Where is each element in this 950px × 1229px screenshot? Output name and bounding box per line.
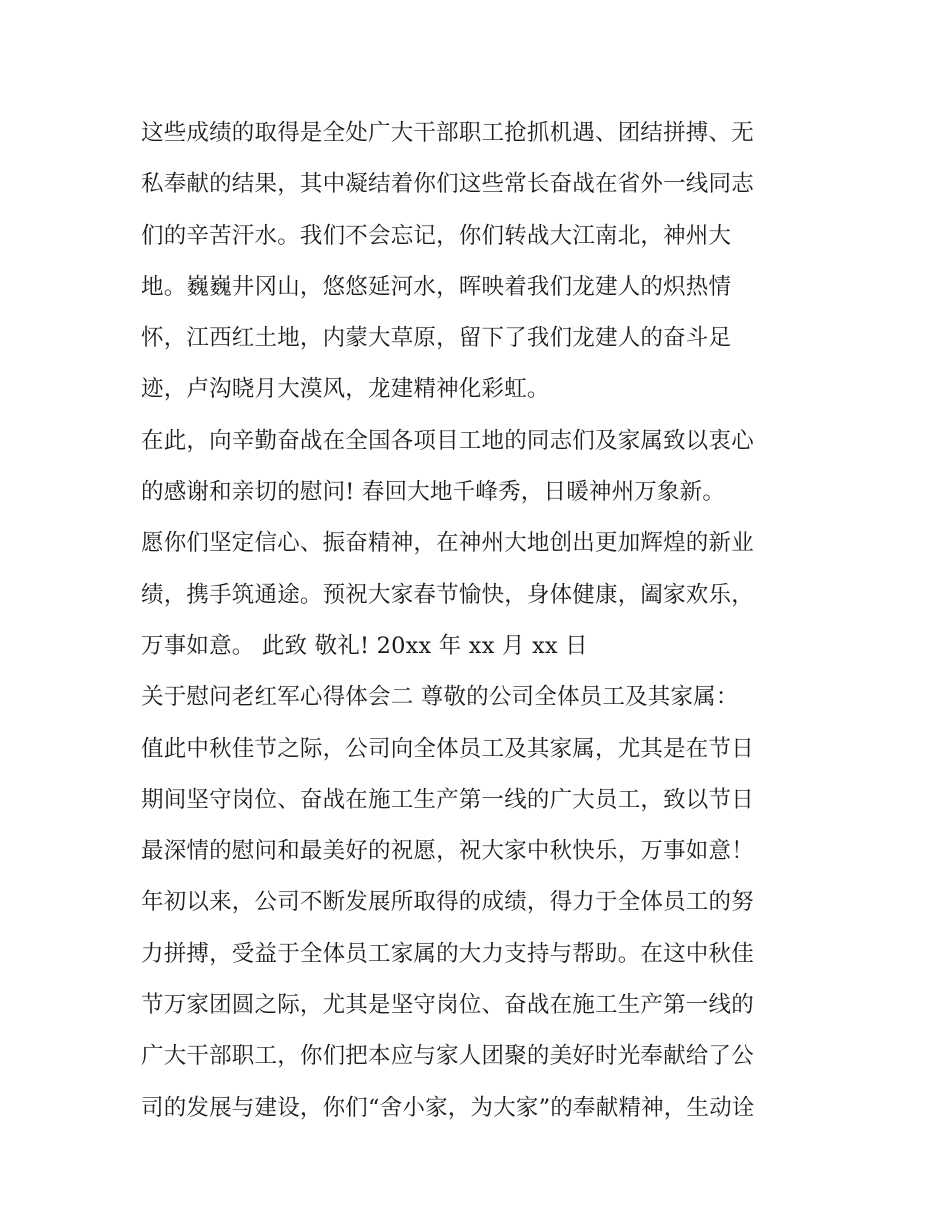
text-line: 们的辛苦汗水。我们不会忘记，你们转战大江南北，神州大 bbox=[141, 222, 732, 249]
text-line: 怀，江西红土地，内蒙大草原，留下了我们龙建人的奋斗足 bbox=[141, 325, 732, 352]
text-line: 年初以来，公司不断发展所取得的成绩，得力于全体员工的努 bbox=[141, 889, 754, 916]
text-line: 万事如意。 此致 敬礼! 20xx 年 xx 月 xx 日 bbox=[141, 632, 588, 659]
text-line: 绩，携手筑通途。预祝大家春节愉快，身体健康，阖家欢乐， bbox=[141, 581, 754, 608]
text-line: 期间坚守岗位、奋战在施工生产第一线的广大员工，致以节日 bbox=[141, 786, 754, 813]
text-line: 值此中秋佳节之际，公司向全体员工及其家属，尤其是在节日 bbox=[141, 735, 754, 762]
document-body bbox=[141, 108, 821, 1134]
text-line: 最深情的慰问和最美好的祝愿，祝大家中秋快乐，万事如意！ bbox=[141, 838, 754, 865]
text-line: 广大干部职工，你们把本应与家人团聚的美好时光奉献给了公 bbox=[141, 1043, 754, 1070]
text-line: 愿你们坚定信心、振奋精神，在神州大地创出更加辉煌的新业 bbox=[141, 530, 754, 557]
text-line: 迹，卢沟晓月大漠风，龙建精神化彩虹。 bbox=[141, 376, 550, 403]
text-line: 在此，向辛勤奋战在全国各项目工地的同志们及家属致以衷心 bbox=[141, 427, 754, 454]
text-line: 地。巍巍井冈山，悠悠延河水，晖映着我们龙建人的炽热情 bbox=[141, 273, 732, 300]
text-line: 这些成绩的取得是全处广大干部职工抢抓机遇、团结拼搏、无 bbox=[141, 120, 754, 146]
text-line: 私奉献的结果，其中凝结着你们这些常长奋战在省外一线同志 bbox=[141, 171, 754, 198]
section-heading-line: 关于慰问老红军心得体会二 尊敬的公司全体员工及其家属： bbox=[141, 684, 739, 711]
text-line: 力拼搏，受益于全体员工家属的大力支持与帮助。在这中秋佳 bbox=[141, 940, 754, 967]
text-line: 的感谢和亲切的慰问! 春回大地千峰秀，日暖神州万象新。 bbox=[141, 479, 726, 506]
text-line: 司的发展与建设，你们“舍小家，为大家”的奉献精神，生动诠 bbox=[141, 1094, 755, 1121]
text-line: 节万家团圆之际，尤其是坚守岗位、奋战在施工生产第一线的 bbox=[141, 992, 754, 1019]
